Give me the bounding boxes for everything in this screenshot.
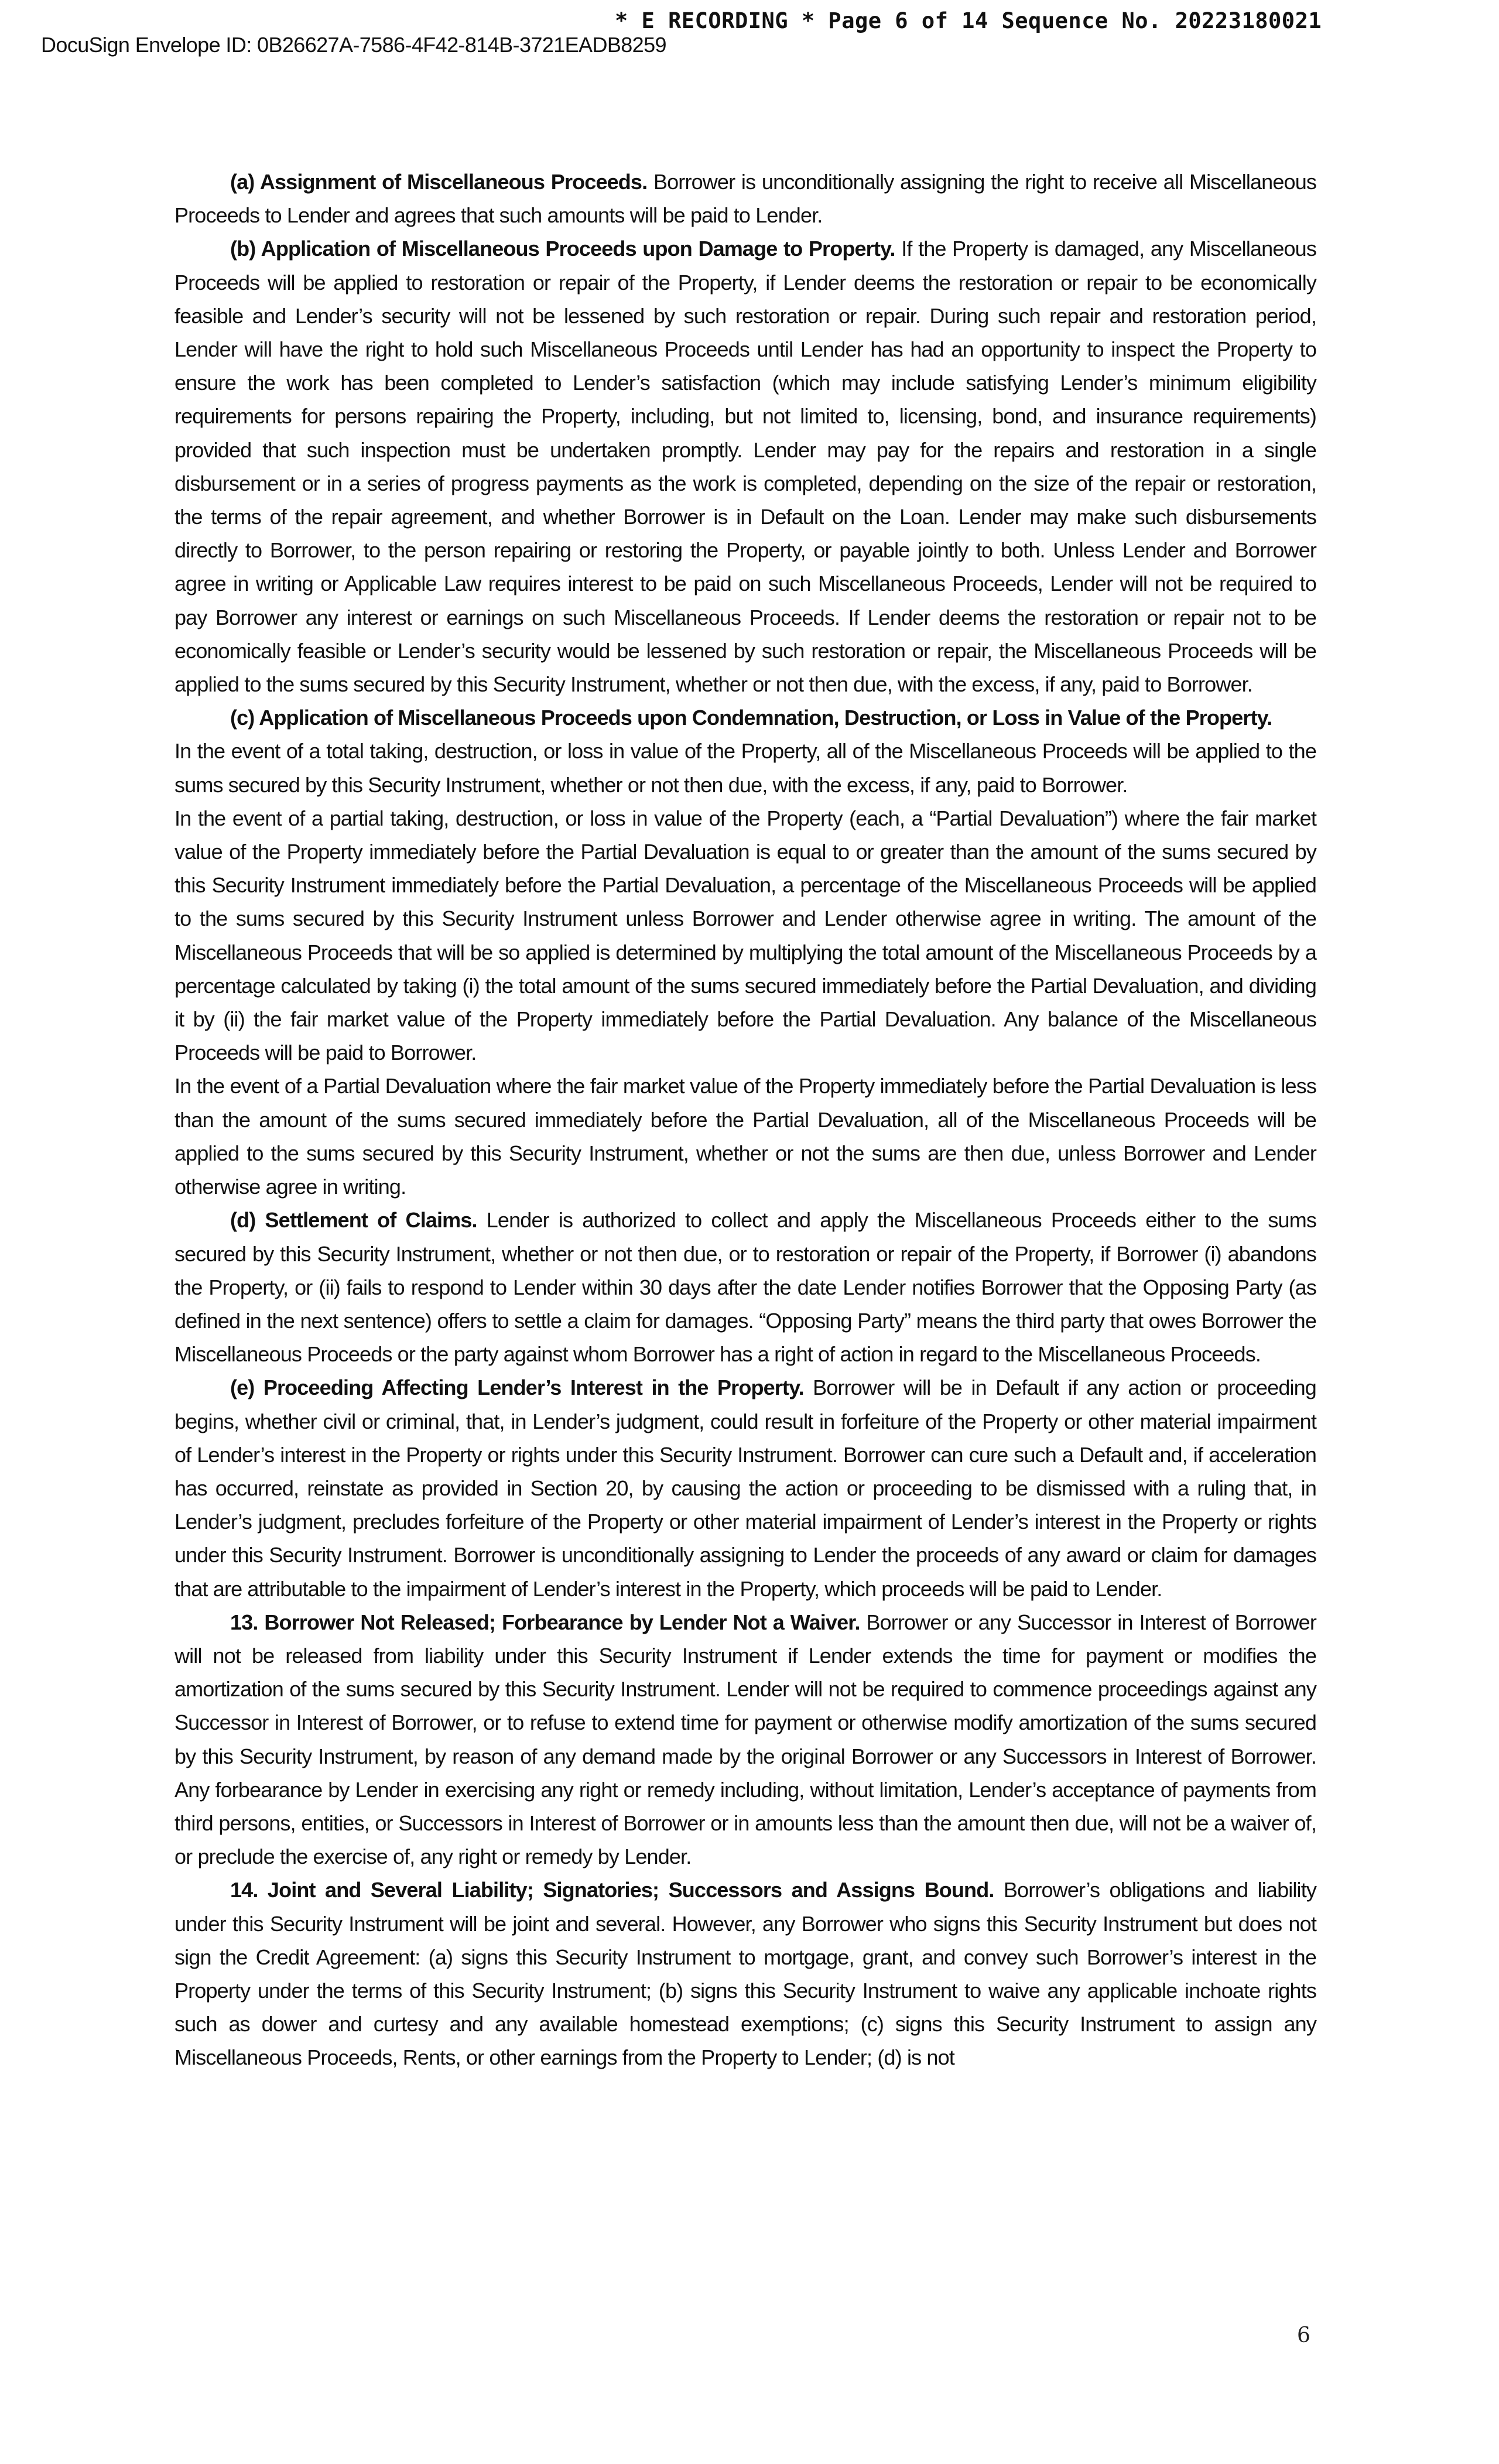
paragraph-heading: (c) Application of Miscellaneous Proceeds upon Condemnation, Destruction, or Loss in Value of the Property. [230,706,1272,730]
paragraph-text: Borrower is unconditionally assigning the right to receive all Miscellaneous Proceeds to Lender and agrees that such amounts will be paid to Lender. [174,170,1317,228]
paragraph-12e [174,1371,1316,1605]
paragraph-text: In the event of a partial taking, destruction, or loss in value of the Property (each, a “Partial Devaluation”) where the fair market value of the Property immediately before the Partial Devaluation is equal to or greater than the amount of the sums secured by this Security Instrument immediately before the Partial Devaluation, a percentage of the Miscellaneous Proceeds will be applied to the sums secured by this Security Instrument unless Borrower and Lender otherwise agree in writing. The amount of the Miscellaneous Proceeds that will be so applied is determined by multiplying the total amount of the Miscellaneous Proceeds by a percentage calculated by taking (i) the total amount of the sums secured immediately before the Partial Devaluation, and dividing it by (ii) the fair market value of the Property immediately before the Partial Devaluation. Any balance of the Miscellaneous Proceeds will be paid to Borrower. [174,806,1316,1065]
recording-stamp: * E RECORDING * Page 6 of 14 Sequence No. 20223180021 [615,8,1322,33]
paragraph-partial-devaluation-less [174,1069,1316,1203]
paragraph-heading: (d) Settlement of Claims. [230,1208,477,1233]
paragraph-text: If the Property is damaged, any Miscellaneous Proceeds will be applied to restoration or repair of the Property, if Lender deems the restoration or repair to be economically feasible and Lender’s security will not be lessened by such restoration or repair. During such repair and restoration period, Lender will have the right to hold such Miscellaneous Proceeds until Lender has had an opportunity to inspect the Property to ensure the work has been completed to Lender’s satisfaction (which may include satisfying Lender’s minimum eligibility requirements for persons repairing the Property, including, but not limited to, licensing, bond, and insurance requirements) provided that such inspection must be undertaken promptly. Lender may pay for the repairs and restoration in a single disbursement or in a series of progress payments as the work is completed, depending on the size of the repair or restoration, the terms of the repair agreement, and whether Borrower is in Default on the Loan. Lender may make such disbursements directly to Borrower, to the person repairing or restoring the Property, or payable jointly to both. Unless Lender and Borrower agree in writing or Applicable Law requires interest to be paid on such Miscellaneous Proceeds, Lender will not be required to pay Borrower any interest or earnings on such Miscellaneous Proceeds. If Lender deems the restoration or repair not to be economically feasible or Lender’s security would be lessened by such restoration or repair, the Miscellaneous Proceeds will be applied to the sums secured by this Security Instrument, whether or not then due, with the excess, if any, paid to Borrower. [174,237,1316,697]
paragraph-heading: (a) Assignment of Miscellaneous Proceeds. [230,170,648,194]
paragraph-partial-devaluation [174,802,1316,1070]
paragraph-text: In the event of a Partial Devaluation where the fair market value of the Property immediately before the Partial Devaluation is less than the amount of the sums secured immediately before the Partial Devaluation, all of the Miscellaneous Proceeds will be applied to the sums secured by this Security Instrument, whether or not the sums are then due, unless Borrower and Lender otherwise agree in writing. [174,1074,1316,1199]
docusign-envelope-id: DocuSign Envelope ID: 0B26627A-7586-4F42-814B-3721EADB8259 [41,33,666,57]
paragraph-12a [174,165,1316,232]
section-heading: 13. Borrower Not Released; Forbearance by Lender Not a Waiver. [230,1610,860,1634]
section-14 [174,1873,1316,2074]
paragraph-12d [174,1203,1316,1371]
paragraph-text: Lender is authorized to collect and apply the Miscellaneous Proceeds either to the sums secured by this Security Instrument, whether or not then due, or to restoration or repair of the Property, if Borrower (i) abandons the Property, or (ii) fails to respond to Lender within 30 days after the date Lender notifies Borrower that the Opposing Party (as defined in the next sentence) offers to settle a claim for damages. “Opposing Party” means the third party that owes Borrower the Miscellaneous Proceeds or the party against whom Borrower has a right of action in regard to the Miscellaneous Proceeds. [174,1208,1316,1367]
document-body [174,165,1316,2075]
paragraph-12c [174,701,1316,802]
paragraph-heading: (b) Application of Miscellaneous Proceeds upon Damage to Property. [230,237,895,261]
paragraph-heading: (e) Proceeding Affecting Lender’s Interest in the Property. [230,1375,804,1400]
section-text: Borrower or any Successor in Interest of Borrower will not be released from liability under this Security Instrument if Lender extends the time for payment or modifies the amortization of the sums secured by this Security Instrument. Lender will not be required to commence proceedings against any Successor in Interest of Borrower, or to refuse to extend time for payment or otherwise modify amortization of the sums secured by this Security Instrument, by reason of any demand made by the original Borrower or any Successors in Interest of Borrower. Any forbearance by Lender in exercising any right or remedy including, without limitation, Lender’s acceptance of payments from third persons, entities, or Successors in Interest of Borrower or in amounts less than the amount then due, will not be a waiver of, or preclude the exercise of, any right or remedy by Lender. [174,1610,1316,1869]
section-13 [174,1606,1316,1874]
section-heading: 14. Joint and Several Liability; Signatories; Successors and Assigns Bound. [230,1878,994,1902]
paragraph-text: In the event of a total taking, destruction, or loss in value of the Property, all of the Miscellaneous Proceeds will be applied to the sums secured by this Security Instrument, whether or not then due, with the excess, if any, paid to Borrower. [174,739,1316,797]
section-text: Borrower’s obligations and liability under this Security Instrument will be joint and several. However, any Borrower who signs this Security Instrument but does not sign the Credit Agreement: (a) signs this Security Instrument to mortgage, grant, and convey such Borrower’s interest in the Property under the terms of this Security Instrument; (b) signs this Security Instrument to waive any applicable inchoate rights such as dower and curtesy and any available homestead exemptions; (c) signs this Security Instrument to assign any Miscellaneous Proceeds, Rents, or other earnings from the Property to Lender; (d) is not [174,1878,1316,2070]
paragraph-text: Borrower will be in Default if any action or proceeding begins, whether civil or criminal, that, in Lender’s judgment, could result in forfeiture of the Property or other material impairment of Lender’s interest in the Property or rights under this Security Instrument. Borrower can cure such a Default and, if acceleration has occurred, reinstate as provided in Section 20, by causing the action or proceeding to be dismissed with a ruling that, in Lender’s judgment, precludes forfeiture of the Property or other material impairment of Lender’s interest in the Property or rights under this Security Instrument. Borrower is unconditionally assigning to Lender the proceeds of any award or claim for damages that are attributable to the impairment of Lender’s interest in the Property, which proceeds will be paid to Lender. [174,1375,1316,1601]
paragraph-12b [174,232,1316,701]
page-number: 6 [1297,2323,1310,2347]
